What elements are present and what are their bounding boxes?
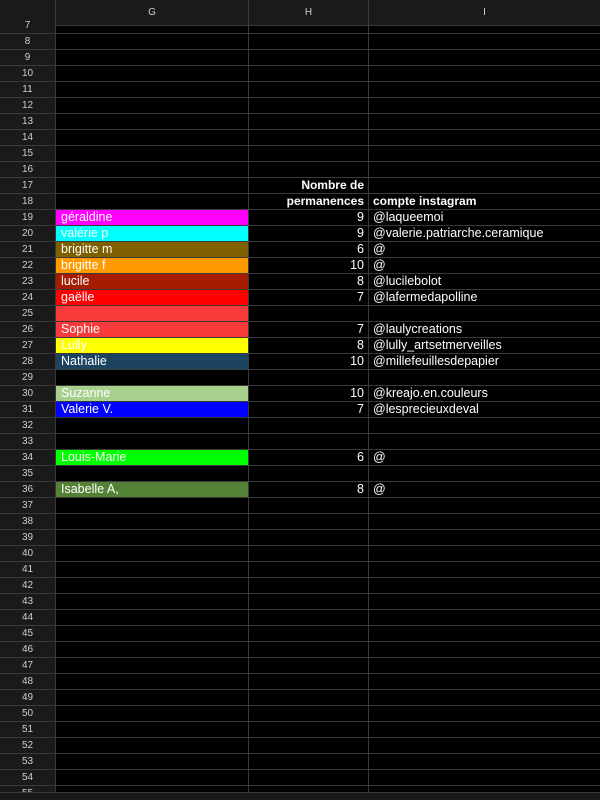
- table-row: [0, 50, 600, 66]
- cell-name[interactable]: valérie p: [56, 226, 249, 241]
- cell-permanences[interactable]: [249, 562, 369, 577]
- cell-name[interactable]: [56, 738, 249, 753]
- row-number[interactable]: 37: [0, 498, 56, 513]
- cell-permanences[interactable]: 9: [249, 226, 369, 241]
- cell-name[interactable]: Valerie V.: [56, 402, 249, 417]
- cell-permanences[interactable]: 6: [249, 242, 369, 257]
- cell-permanences[interactable]: 10: [249, 354, 369, 369]
- cell-permanences[interactable]: [249, 546, 369, 561]
- cell-instagram[interactable]: [369, 770, 600, 785]
- table-row: [0, 242, 600, 258]
- cell-instagram[interactable]: [369, 82, 600, 97]
- row-number[interactable]: 33: [0, 434, 56, 449]
- cell-name[interactable]: [56, 610, 249, 625]
- cell-name[interactable]: [56, 66, 249, 81]
- cell-instagram[interactable]: @laulycreations: [373, 322, 463, 336]
- cell-name[interactable]: [56, 562, 249, 577]
- cell-permanences[interactable]: [249, 642, 369, 657]
- row-number[interactable]: 15: [0, 146, 56, 161]
- cell-name[interactable]: [56, 194, 249, 209]
- cell-permanences[interactable]: [249, 626, 369, 641]
- cell-permanences[interactable]: 10: [249, 258, 369, 273]
- cell-name[interactable]: [56, 626, 249, 641]
- table-row: [0, 210, 600, 226]
- cell-name[interactable]: géraldine: [56, 210, 249, 225]
- cell-instagram[interactable]: [369, 578, 600, 593]
- cell-instagram[interactable]: @lucilebolot: [373, 274, 442, 288]
- cell-instagram[interactable]: [369, 674, 600, 689]
- cell-name[interactable]: [56, 578, 249, 593]
- cell-permanences[interactable]: [249, 578, 369, 593]
- cell-name[interactable]: [56, 546, 249, 561]
- cell-permanences[interactable]: [249, 162, 369, 177]
- cell-name[interactable]: [56, 594, 249, 609]
- cell-instagram[interactable]: [369, 642, 600, 657]
- row-number[interactable]: 32: [0, 418, 56, 433]
- table-row: [0, 34, 600, 50]
- table-row: [0, 18, 600, 34]
- cell-name[interactable]: [56, 98, 249, 113]
- cell-name[interactable]: [56, 642, 249, 657]
- table-row: [0, 770, 600, 786]
- cell-permanences[interactable]: [249, 82, 369, 97]
- row-number[interactable]: 16: [0, 162, 56, 177]
- row-number[interactable]: 13: [0, 114, 56, 129]
- cell-instagram[interactable]: @: [373, 258, 386, 272]
- cell-name[interactable]: Isabelle A,: [56, 482, 249, 497]
- cell-name[interactable]: [56, 770, 249, 785]
- cell-permanences[interactable]: [249, 34, 369, 49]
- cell-instagram[interactable]: [369, 130, 600, 145]
- cell-instagram[interactable]: [369, 466, 600, 481]
- row-number[interactable]: 36: [0, 482, 56, 497]
- table-row: [0, 146, 600, 162]
- cell-instagram[interactable]: [369, 722, 600, 737]
- table-row: [0, 674, 600, 690]
- cell-instagram[interactable]: [369, 626, 600, 641]
- cell-permanences[interactable]: [249, 18, 369, 33]
- table-row: [0, 178, 600, 194]
- row-number[interactable]: 23: [0, 274, 56, 289]
- cell-instagram[interactable]: [369, 162, 600, 177]
- row-number[interactable]: 10: [0, 66, 56, 81]
- table-row: [0, 546, 600, 562]
- cell-permanences[interactable]: 7: [249, 290, 369, 305]
- cell-permanences[interactable]: 8: [249, 274, 369, 289]
- table-row: [0, 258, 600, 274]
- row-number[interactable]: 39: [0, 530, 56, 545]
- cell-instagram[interactable]: [369, 66, 600, 81]
- table-row: [0, 738, 600, 754]
- cell-instagram[interactable]: [369, 706, 600, 721]
- table-row: [0, 754, 600, 770]
- cell-instagram[interactable]: [369, 594, 600, 609]
- row-number[interactable]: 12: [0, 98, 56, 113]
- row-number[interactable]: 25: [0, 306, 56, 321]
- table-row: [0, 130, 600, 146]
- cell-name[interactable]: Suzanne: [56, 386, 249, 401]
- cell-name[interactable]: Nathalie: [56, 354, 249, 369]
- row-number[interactable]: 47: [0, 658, 56, 673]
- cell-name[interactable]: [56, 18, 249, 33]
- row-number[interactable]: 49: [0, 690, 56, 705]
- cell-instagram[interactable]: [369, 18, 600, 33]
- row-number[interactable]: 43: [0, 594, 56, 609]
- cell-instagram[interactable]: [369, 530, 600, 545]
- cell-permanences[interactable]: [249, 98, 369, 113]
- cell-name[interactable]: [56, 514, 249, 529]
- row-number[interactable]: 41: [0, 562, 56, 577]
- cell-name[interactable]: lucile: [56, 274, 249, 289]
- row-number[interactable]: 20: [0, 226, 56, 241]
- cell-name[interactable]: Sophie: [56, 322, 249, 337]
- table-row: [0, 386, 600, 402]
- table-row: [0, 594, 600, 610]
- column-header-h[interactable]: H: [249, 0, 369, 26]
- cell-name[interactable]: [56, 306, 249, 321]
- cell-instagram[interactable]: [369, 658, 600, 673]
- table-row: [0, 450, 600, 466]
- table-row: [0, 274, 600, 290]
- row-number[interactable]: 48: [0, 674, 56, 689]
- cell-name[interactable]: Lully: [56, 338, 249, 353]
- row-number[interactable]: 29: [0, 370, 56, 385]
- cell-permanences[interactable]: [249, 66, 369, 81]
- cell-permanences[interactable]: [249, 498, 369, 513]
- cell-instagram[interactable]: @valerie.patriarche.ceramique: [373, 226, 544, 240]
- row-number[interactable]: 42: [0, 578, 56, 593]
- cell-instagram[interactable]: [369, 50, 600, 65]
- row-number[interactable]: 46: [0, 642, 56, 657]
- cell-instagram[interactable]: @: [373, 482, 386, 496]
- column-header-i[interactable]: I: [483, 7, 486, 18]
- row-number[interactable]: 17: [0, 178, 56, 193]
- cell-instagram[interactable]: @lesprecieuxdeval: [373, 402, 479, 416]
- cell-name[interactable]: [56, 466, 249, 481]
- cell-permanences[interactable]: [249, 770, 369, 785]
- table-row: [0, 610, 600, 626]
- cell-instagram[interactable]: [369, 562, 600, 577]
- cell-permanences[interactable]: [249, 722, 369, 737]
- cell-permanences[interactable]: [249, 114, 369, 129]
- cell-instagram[interactable]: [369, 546, 600, 561]
- cell-permanences[interactable]: 8: [249, 482, 369, 497]
- row-number[interactable]: 21: [0, 242, 56, 257]
- table-row: [0, 434, 600, 450]
- row-number[interactable]: 14: [0, 130, 56, 145]
- row-number[interactable]: 45: [0, 626, 56, 641]
- cell-name[interactable]: [56, 418, 249, 433]
- table-row: [0, 706, 600, 722]
- table-row: [0, 578, 600, 594]
- cell-name[interactable]: gaëlle: [56, 290, 249, 305]
- row-number[interactable]: 35: [0, 466, 56, 481]
- cell-name[interactable]: [56, 674, 249, 689]
- row-number[interactable]: 26: [0, 322, 56, 337]
- table-row: [0, 290, 600, 306]
- cell-name[interactable]: [56, 130, 249, 145]
- row-number[interactable]: 27: [0, 338, 56, 353]
- row-number[interactable]: 30: [0, 386, 56, 401]
- cell-permanences[interactable]: [249, 754, 369, 769]
- cell-instagram[interactable]: [369, 610, 600, 625]
- cell-instagram[interactable]: compte instagram: [373, 194, 477, 208]
- table-row: [0, 626, 600, 642]
- cell-name[interactable]: [56, 34, 249, 49]
- cell-name[interactable]: [56, 658, 249, 673]
- table-row: [0, 114, 600, 130]
- row-number[interactable]: 34: [0, 450, 56, 465]
- cell-instagram[interactable]: @kreajo.en.couleurs: [373, 386, 488, 400]
- row-number[interactable]: 11: [0, 82, 56, 97]
- cell-permanences[interactable]: [249, 306, 369, 321]
- row-number[interactable]: 38: [0, 514, 56, 529]
- cell-instagram[interactable]: [369, 306, 600, 321]
- cell-instagram[interactable]: @: [373, 242, 386, 256]
- cell-permanences[interactable]: 8: [249, 338, 369, 353]
- cell-name[interactable]: [56, 178, 249, 193]
- row-number[interactable]: 18: [0, 194, 56, 209]
- row-number[interactable]: 51: [0, 722, 56, 737]
- table-row: [0, 354, 600, 370]
- cell-name[interactable]: [56, 690, 249, 705]
- row-number[interactable]: 22: [0, 258, 56, 273]
- cell-instagram[interactable]: [369, 754, 600, 769]
- row-number[interactable]: 7: [0, 18, 56, 33]
- row-number[interactable]: 9: [0, 50, 56, 65]
- cell-name[interactable]: Louis-Marie: [56, 450, 249, 465]
- column-header-g[interactable]: G: [56, 0, 249, 26]
- row-number[interactable]: 40: [0, 546, 56, 561]
- cell-permanences[interactable]: [249, 738, 369, 753]
- cell-instagram[interactable]: @millefeuillesdepapier: [373, 354, 499, 368]
- row-number[interactable]: 54: [0, 770, 56, 785]
- cell-permanences[interactable]: [249, 434, 369, 449]
- cell-permanences[interactable]: [249, 610, 369, 625]
- row-number[interactable]: 53: [0, 754, 56, 769]
- cell-permanences[interactable]: [249, 594, 369, 609]
- cell-permanences[interactable]: [249, 418, 369, 433]
- cell-permanences[interactable]: [249, 690, 369, 705]
- table-row: [0, 194, 600, 210]
- table-row: [0, 514, 600, 530]
- table-row: [0, 306, 600, 322]
- row-number[interactable]: 8: [0, 34, 56, 49]
- row-number[interactable]: 52: [0, 738, 56, 753]
- table-row: [0, 322, 600, 338]
- cell-permanences[interactable]: 10: [249, 386, 369, 401]
- grid-rows: [0, 18, 600, 800]
- cell-instagram[interactable]: [369, 434, 600, 449]
- cell-instagram[interactable]: [369, 34, 600, 49]
- table-row: [0, 530, 600, 546]
- table-row: [0, 82, 600, 98]
- row-number[interactable]: 19: [0, 210, 56, 225]
- row-number[interactable]: 24: [0, 290, 56, 305]
- table-row: [0, 370, 600, 386]
- cell-instagram[interactable]: [369, 418, 600, 433]
- cell-permanences[interactable]: 6: [249, 450, 369, 465]
- table-row: [0, 66, 600, 82]
- cell-name[interactable]: brigitte f: [56, 258, 249, 273]
- cell-instagram[interactable]: [369, 98, 600, 113]
- cell-name[interactable]: [56, 370, 249, 385]
- cell-instagram[interactable]: [369, 146, 600, 161]
- cell-permanences[interactable]: 7: [249, 322, 369, 337]
- cell-permanences[interactable]: permanences: [249, 194, 369, 209]
- cell-permanences[interactable]: [249, 466, 369, 481]
- table-row: [0, 466, 600, 482]
- cell-instagram[interactable]: [369, 514, 600, 529]
- table-row: [0, 162, 600, 178]
- cell-permanences[interactable]: [249, 130, 369, 145]
- cell-instagram[interactable]: [369, 498, 600, 513]
- cell-permanences[interactable]: [249, 370, 369, 385]
- cell-permanences[interactable]: [249, 514, 369, 529]
- cell-permanences[interactable]: [249, 530, 369, 545]
- cell-instagram[interactable]: [369, 114, 600, 129]
- cell-permanences[interactable]: [249, 146, 369, 161]
- cell-name[interactable]: [56, 162, 249, 177]
- cell-name[interactable]: [56, 82, 249, 97]
- table-row: [0, 98, 600, 114]
- table-row: [0, 658, 600, 674]
- cell-name[interactable]: [56, 722, 249, 737]
- table-row: [0, 418, 600, 434]
- cell-permanences[interactable]: [249, 658, 369, 673]
- table-row: [0, 562, 600, 578]
- cell-name[interactable]: [56, 434, 249, 449]
- row-number[interactable]: 28: [0, 354, 56, 369]
- table-row: [0, 498, 600, 514]
- cell-permanences[interactable]: [249, 706, 369, 721]
- table-row: [0, 402, 600, 418]
- table-row: [0, 642, 600, 658]
- cell-instagram[interactable]: @laqueemoi: [373, 210, 444, 224]
- table-row: [0, 482, 600, 498]
- cell-instagram[interactable]: [369, 738, 600, 753]
- cell-name[interactable]: [56, 530, 249, 545]
- cell-permanences[interactable]: 7: [249, 402, 369, 417]
- cell-instagram[interactable]: @lafermedapolline: [373, 290, 478, 304]
- table-row: [0, 226, 600, 242]
- row-number[interactable]: 31: [0, 402, 56, 417]
- cell-name[interactable]: [56, 146, 249, 161]
- cell-instagram[interactable]: [369, 370, 600, 385]
- cell-name[interactable]: brigitte m: [56, 242, 249, 257]
- row-number[interactable]: 50: [0, 706, 56, 721]
- cell-permanences[interactable]: Nombre de: [249, 178, 369, 193]
- row-number[interactable]: 44: [0, 610, 56, 625]
- cell-name[interactable]: [56, 498, 249, 513]
- table-row: [0, 338, 600, 354]
- cell-name[interactable]: [56, 706, 249, 721]
- cell-instagram[interactable]: [369, 690, 600, 705]
- table-row: [0, 722, 600, 738]
- cell-instagram[interactable]: @: [373, 450, 386, 464]
- cell-instagram[interactable]: [369, 178, 600, 193]
- cell-name[interactable]: [56, 50, 249, 65]
- horizontal-scrollbar[interactable]: [0, 792, 600, 800]
- cell-permanences[interactable]: [249, 674, 369, 689]
- cell-instagram[interactable]: @lully_artsetmerveilles: [373, 338, 502, 352]
- table-row: [0, 690, 600, 706]
- cell-permanences[interactable]: 9: [249, 210, 369, 225]
- cell-permanences[interactable]: [249, 50, 369, 65]
- cell-name[interactable]: [56, 114, 249, 129]
- cell-name[interactable]: [56, 754, 249, 769]
